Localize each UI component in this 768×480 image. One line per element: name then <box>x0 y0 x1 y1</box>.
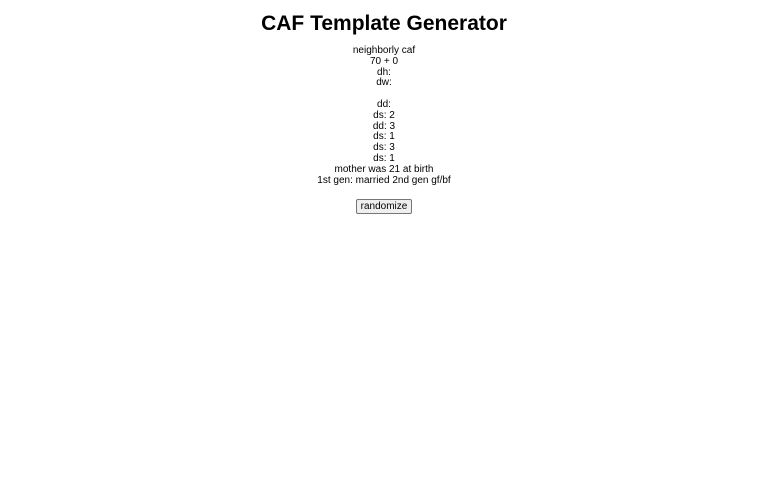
result-line-generation: 1st gen: married 2nd gen gf/bf <box>317 174 451 186</box>
result-line-dd: dd: <box>377 98 391 110</box>
result-line-ds-4: ds: 1 <box>373 152 395 164</box>
button-row <box>0 196 768 214</box>
result-line-dh: dh: <box>377 66 391 78</box>
result-line-ds-3: ds: 3 <box>373 142 395 154</box>
result-line-dw: dw: <box>376 77 392 89</box>
result-lines <box>0 46 768 186</box>
page-title: CAF Template Generator <box>261 12 507 35</box>
result-line-type: neighborly caf <box>352 45 416 56</box>
result-line-ds-2: ds: 1 <box>373 131 395 143</box>
result-line-mother-age: mother was 21 at birth <box>334 163 434 175</box>
result-line-score: 70 + 0 <box>369 55 399 67</box>
result-line-dd-2: dd: 3 <box>372 120 396 132</box>
result-line-ds-1: ds: 2 <box>373 109 395 121</box>
randomize-button[interactable]: randomize <box>356 199 413 214</box>
